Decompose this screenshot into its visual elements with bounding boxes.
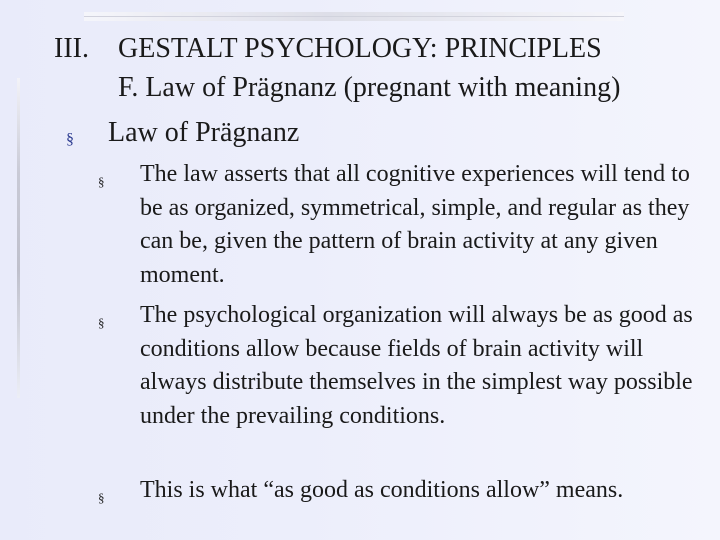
sub-bullet-item-3 bbox=[98, 474, 708, 508]
sub-bullet-text: The law asserts that all cognitive experiences will tend to be as organized, symmetrical, simple, and regular as they can be, given the pattern of brain activity at any given moment. bbox=[140, 161, 690, 288]
section-bullet-icon: § bbox=[98, 174, 105, 189]
top-decorative-rule bbox=[84, 12, 624, 21]
title-text: GESTALT PSYCHOLOGY: PRINCIPLES bbox=[118, 33, 602, 64]
title-number: III. bbox=[54, 33, 89, 64]
sub-bullet-text: The psychological organization will always be as good as conditions allow because fields of brain activity will always distribute themselves in the simplest way possible under the prevailing conditions. bbox=[140, 302, 693, 429]
side-decorative-rule bbox=[17, 78, 20, 398]
slide-subtitle: F. Law of Prägnanz (pregnant with meaning) bbox=[118, 72, 621, 103]
section-bullet-icon: § bbox=[98, 315, 105, 330]
section-bullet-icon: § bbox=[98, 490, 105, 505]
main-bullet-text: Law of Prägnanz bbox=[108, 117, 300, 148]
section-bullet-icon: § bbox=[66, 131, 74, 148]
sub-bullet-text: This is what “as good as conditions allow” means. bbox=[140, 477, 624, 503]
sub-bullet-item-1 bbox=[98, 158, 708, 292]
sub-bullet-item-2 bbox=[98, 299, 708, 467]
slide-title bbox=[54, 31, 602, 67]
